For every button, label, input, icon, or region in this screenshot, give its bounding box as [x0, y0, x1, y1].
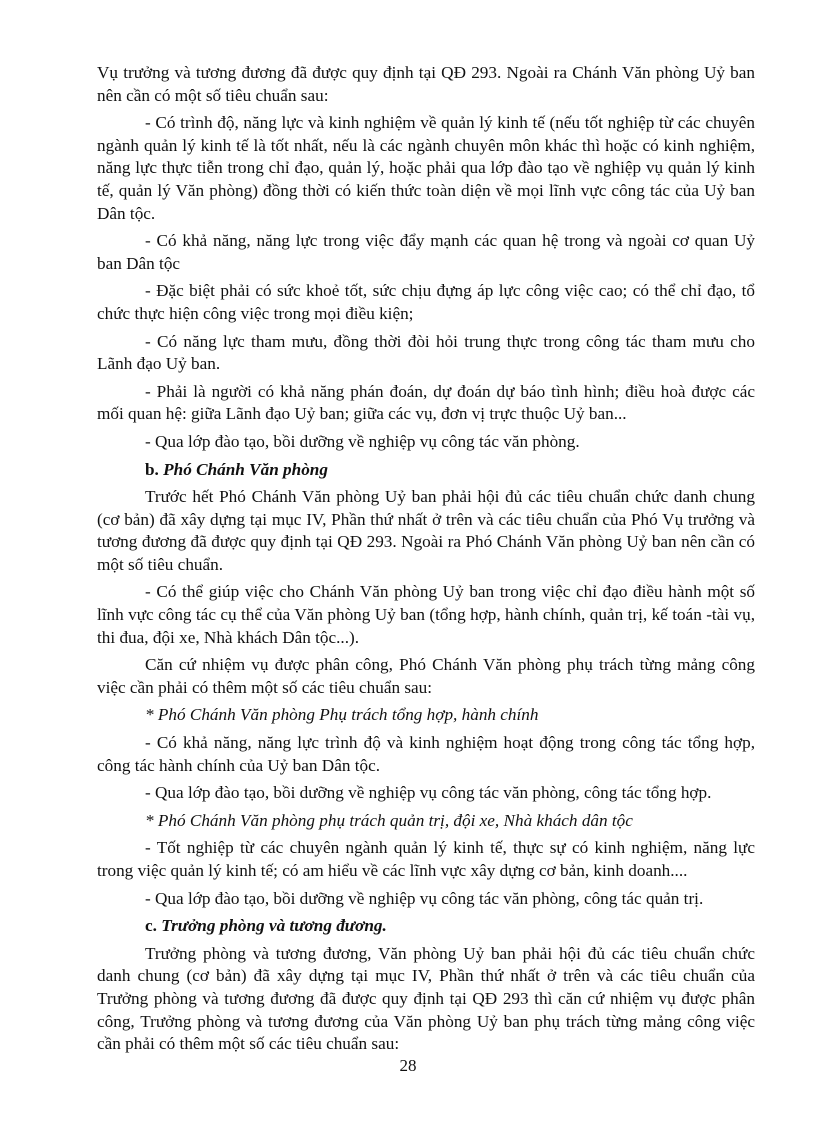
paragraph: - Qua lớp đào tạo, bồi dưỡng về nghiệp vụ công tác văn phòng, công tác tổng hợp.	[145, 783, 712, 803]
heading-prefix: c.	[145, 916, 162, 936]
paragraph: - Có thể giúp việc cho Chánh Văn phòng Uỷ ban trong việc chỉ đạo điều hành một số lĩnh vực công tác cụ thể của Văn phòng Uỷ ban (tổng hợp, hành chính, quản trị, kế toán -tài vụ, thi đua, đội xe, Nhà khách Dân tộc...).	[97, 582, 755, 647]
heading-title: Trưởng phòng và tương đương.	[161, 916, 387, 936]
paragraph: - Tốt nghiệp từ các chuyên ngành quản lý kinh tế, thực sự có kinh nghiệm, năng lực trong việc quản lý kinh tế; có am hiểu về các lĩnh vực xây dựng cơ bản, kinh doanh....	[97, 838, 755, 880]
heading-title: Phó Chánh Văn phòng	[163, 459, 328, 479]
paragraph: Trưởng phòng và tương đương, Văn phòng Uỷ ban phải hội đủ các tiêu chuẩn chức danh chung (cơ bản) đã xây dựng tại mục IV, Phần thứ nhất ở trên và các tiêu chuẩn của Trưởng phòng và tương đương đã được quy định tại QĐ 293 thì căn cứ nhiệm vụ được phân công, Trưởng phòng và tương đương của Văn phòng Uỷ ban phụ trách từng mảng công việc cần phải có thêm một số các tiêu chuẩn sau:	[97, 943, 755, 1054]
paragraph: Căn cứ nhiệm vụ được phân công, Phó Chánh Văn phòng phụ trách từng mảng công việc cần phải có thêm một số các tiêu chuẩn sau:	[97, 655, 755, 697]
subheading: * Phó Chánh Văn phòng phụ trách quản trị, đội xe, Nhà khách dân tộc	[145, 810, 633, 830]
paragraph: - Phải là người có khả năng phán đoán, dự đoán dự báo tình hình; điều hoà được các mối quan hệ: giữa Lãnh đạo Uỷ ban; giữa các vụ, đơn vị trực thuộc Uỷ ban...	[97, 381, 755, 424]
paragraph: - Có khả năng, năng lực trong việc đẩy mạnh các quan hệ trong và ngoài cơ quan Uỷ ban Dân tộc	[97, 231, 755, 273]
subheading: * Phó Chánh Văn phòng Phụ trách tổng hợp, hành chính	[145, 705, 539, 725]
paragraph: - Qua lớp đào tạo, bồi dưỡng về nghiệp vụ công tác văn phòng, công tác quản trị.	[145, 888, 704, 908]
heading-prefix: b.	[145, 459, 164, 479]
paragraph: - Qua lớp đào tạo, bồi dưỡng về nghiệp vụ công tác văn phòng.	[145, 431, 580, 451]
paragraph: - Đặc biệt phải có sức khoẻ tốt, sức chịu đựng áp lực công việc cao; có thể chỉ đạo, tổ chức thực hiện công việc trong mọi điều kiện;	[97, 281, 755, 323]
section-heading-c	[97, 915, 755, 938]
paragraph: Trước hết Phó Chánh Văn phòng Uỷ ban phải hội đủ các tiêu chuẩn chức danh chung (cơ bản) đã xây dựng tại mục IV, Phần thứ nhất ở trên và các tiêu chuẩn của Phó Vụ trưởng và tương đương đã được quy định tại QĐ 293. Ngoài ra Phó Chánh Văn phòng Uỷ ban nên cần có một số tiêu chuẩn.	[97, 487, 755, 574]
paragraph: - Có năng lực tham mưu, đồng thời đòi hỏi trung thực trong công tác tham mưu cho Lãnh đạo Uỷ ban.	[97, 331, 755, 374]
section-heading-b	[97, 459, 755, 482]
document-body	[97, 62, 755, 1061]
paragraph: - Có khả năng, năng lực trình độ và kinh nghiệm hoạt động trong công tác tổng hợp, công tác hành chính của Uỷ ban Dân tộc.	[97, 733, 755, 775]
paragraph: - Có trình độ, năng lực và kinh nghiệm về quản lý kinh tế (nếu tốt nghiệp từ các chuyên ngành quản lý kinh tế là tốt nhất, nếu là các ngành chuyên môn khác thì hoặc có kinh nghiệm, năng lực thực tiễn trong chỉ đạo, quản lý, hoặc phải qua lớp đào tạo về nghiệp vụ quản lý kinh tế, quản lý Văn phòng) đồng thời có kiến thức toàn diện về mọi lĩnh vực công tác của Uỷ ban Dân tộc.	[97, 113, 755, 223]
paragraph: Vụ trưởng và tương đương đã được quy định tại QĐ 293. Ngoài ra Chánh Văn phòng Uỷ ban nên cần có một số tiêu chuẩn sau:	[97, 63, 755, 105]
page-number: 28	[399, 1056, 417, 1075]
